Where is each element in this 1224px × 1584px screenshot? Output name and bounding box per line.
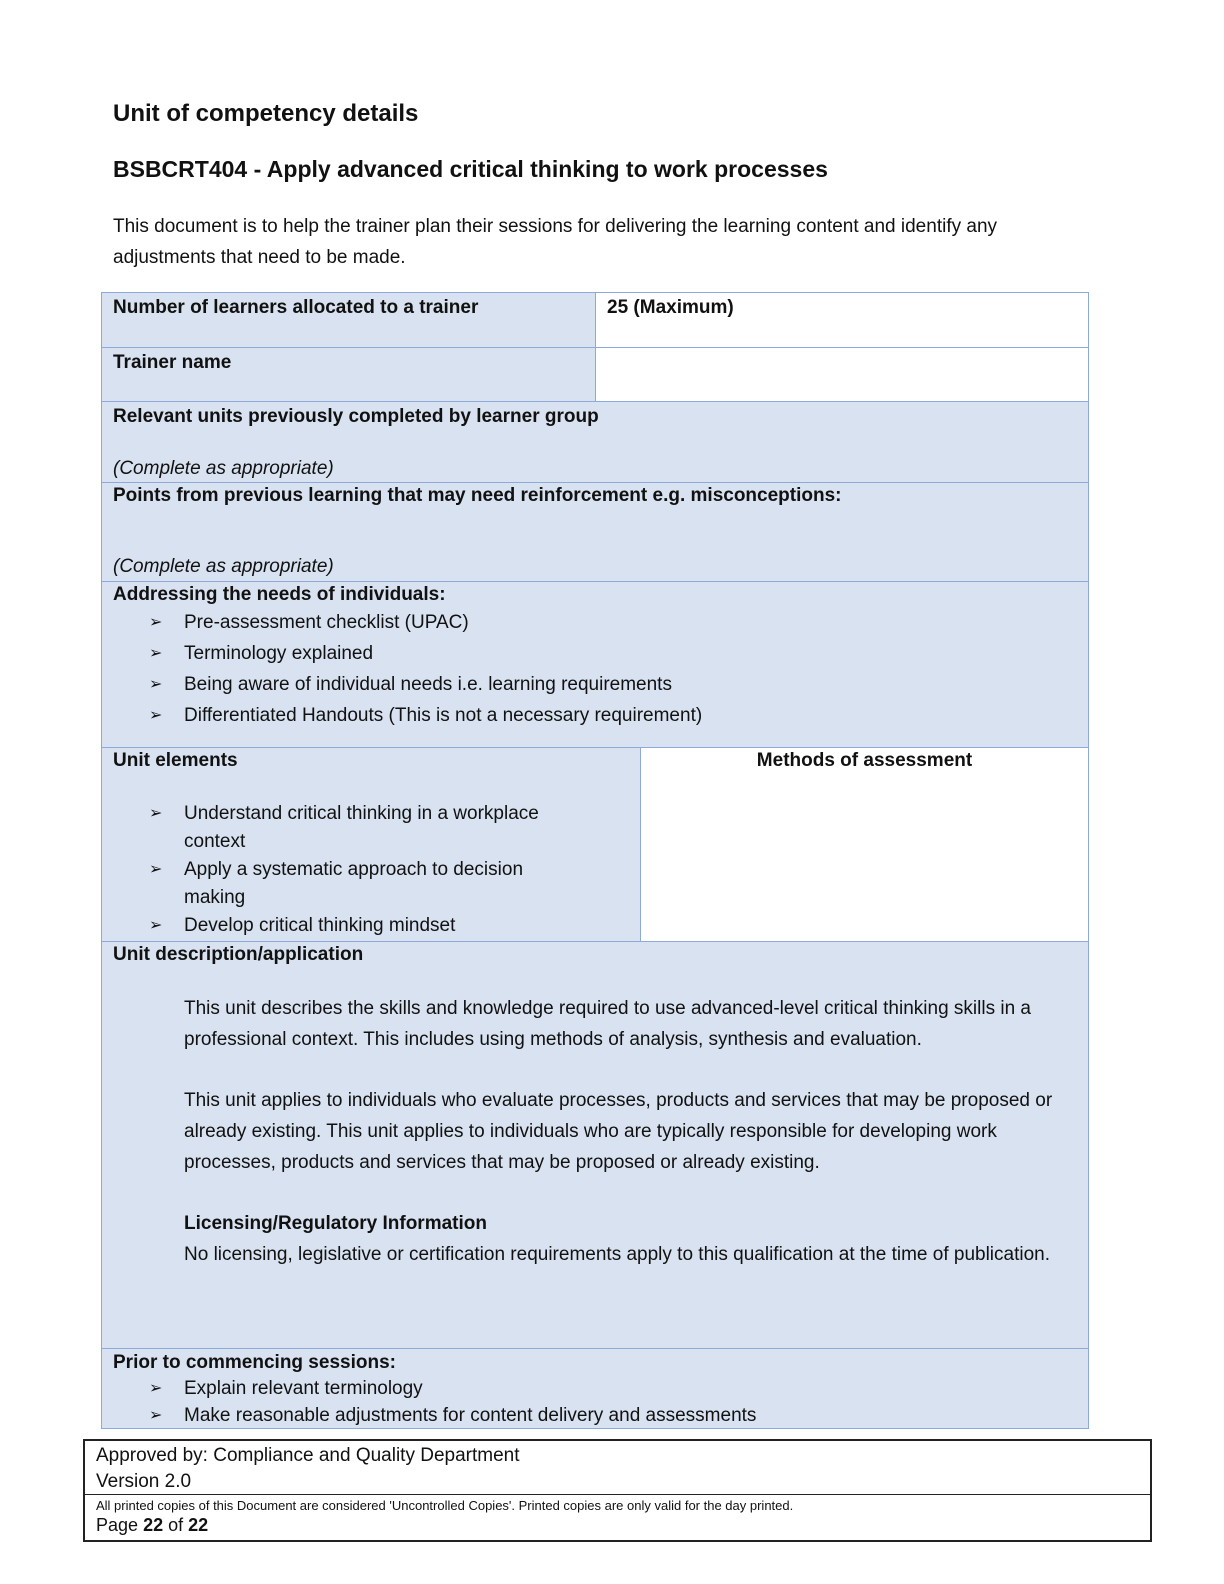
previous-learning-row: [102, 483, 1088, 582]
learners-value: 25 (Maximum): [595, 293, 1088, 347]
arrow-bullet-icon: ➢: [149, 805, 163, 822]
trainer-row: [102, 348, 1088, 402]
list-item: ➢ Explain relevant terminology: [113, 1375, 1077, 1402]
relevant-units-note: (Complete as appropriate): [113, 458, 334, 479]
list-item: ➢ Make reasonable adjustments for content delivery and assessments: [113, 1402, 1077, 1429]
needs-label: Addressing the needs of individuals:: [113, 584, 446, 605]
document-footer: [83, 1439, 1152, 1542]
intro-paragraph: This document is to help the trainer plan their sessions for delivering the learning content and identify any adjustments that need to be made.: [113, 216, 998, 268]
previous-learning-note: (Complete as appropriate): [113, 556, 334, 577]
unit-title: BSBCRT404 - Apply advanced critical thinking to work processes: [113, 156, 828, 182]
list-item: ➢ Understand critical thinking in a workplace context: [113, 800, 573, 856]
page-title: Unit of competency details: [113, 100, 419, 127]
list-item: ➢ Being aware of individual needs i.e. learning requirements: [113, 669, 1077, 700]
list-item: ➢ Develop critical thinking mindset: [113, 912, 573, 940]
list-item: ➢ Apply a systematic approach to decision making: [113, 856, 573, 912]
prior-sessions-row: [102, 1349, 1088, 1428]
description-paragraph-1: This unit describes the skills and knowledge required to use advanced-level critical thinking skills in a professional context. This includes using methods of analysis, synthesis and evaluation.: [184, 998, 1031, 1050]
licensing-label: Licensing/Regulatory Information: [184, 1213, 487, 1234]
learners-row: [102, 293, 1088, 348]
description-paragraph-2: This unit applies to individuals who evaluate processes, products and services that may be proposed or already existing. This unit applies to individuals who are typically responsible for developing work processes, products and services that may be proposed or already existing.: [184, 1090, 1053, 1173]
arrow-bullet-icon: ➢: [149, 707, 163, 724]
licensing-text: No licensing, legislative or certification requirements apply to this qualification at the time of publication.: [184, 1244, 1051, 1265]
disclaimer: All printed copies of this Document are considered 'Uncontrolled Copies'. Printed copies are only valid for the day printed.: [96, 1498, 794, 1513]
trainer-label: Trainer name: [102, 348, 595, 401]
elements-list: [113, 800, 573, 940]
page-number: Page 22 of 22: [96, 1515, 209, 1535]
competency-table: [101, 292, 1089, 1429]
arrow-bullet-icon: ➢: [149, 614, 163, 631]
relevant-units-row: [102, 402, 1088, 483]
arrow-bullet-icon: ➢: [149, 645, 163, 662]
description-row: [102, 942, 1088, 1349]
arrow-bullet-icon: ➢: [149, 1407, 163, 1424]
learners-label: Number of learners allocated to a trainer: [102, 293, 595, 347]
arrow-bullet-icon: ➢: [149, 676, 163, 693]
methods-label: Methods of assessment: [640, 748, 1088, 941]
trainer-name-field[interactable]: [595, 348, 1088, 401]
arrow-bullet-icon: ➢: [149, 1380, 163, 1397]
prior-sessions-label: Prior to commencing sessions:: [113, 1352, 396, 1373]
list-item: ➢ Pre-assessment checklist (UPAC): [113, 607, 1077, 638]
elements-row: [102, 748, 1088, 942]
list-item: ➢ Terminology explained: [113, 638, 1077, 669]
description-label: Unit description/application: [113, 944, 364, 965]
list-item: ➢ Differentiated Handouts (This is not a necessary requirement): [113, 700, 1077, 731]
arrow-bullet-icon: ➢: [149, 861, 163, 878]
needs-list: [113, 607, 1077, 731]
needs-row: [102, 582, 1088, 748]
arrow-bullet-icon: ➢: [149, 917, 163, 934]
prior-sessions-list: [113, 1375, 1077, 1429]
elements-label: Unit elements: [113, 750, 238, 771]
relevant-units-label: Relevant units previously completed by learner group: [113, 406, 599, 427]
approved-by: Approved by: Compliance and Quality Department: [96, 1445, 520, 1466]
version: Version 2.0: [96, 1471, 192, 1492]
previous-learning-label: Points from previous learning that may need reinforcement e.g. misconceptions:: [113, 485, 842, 506]
